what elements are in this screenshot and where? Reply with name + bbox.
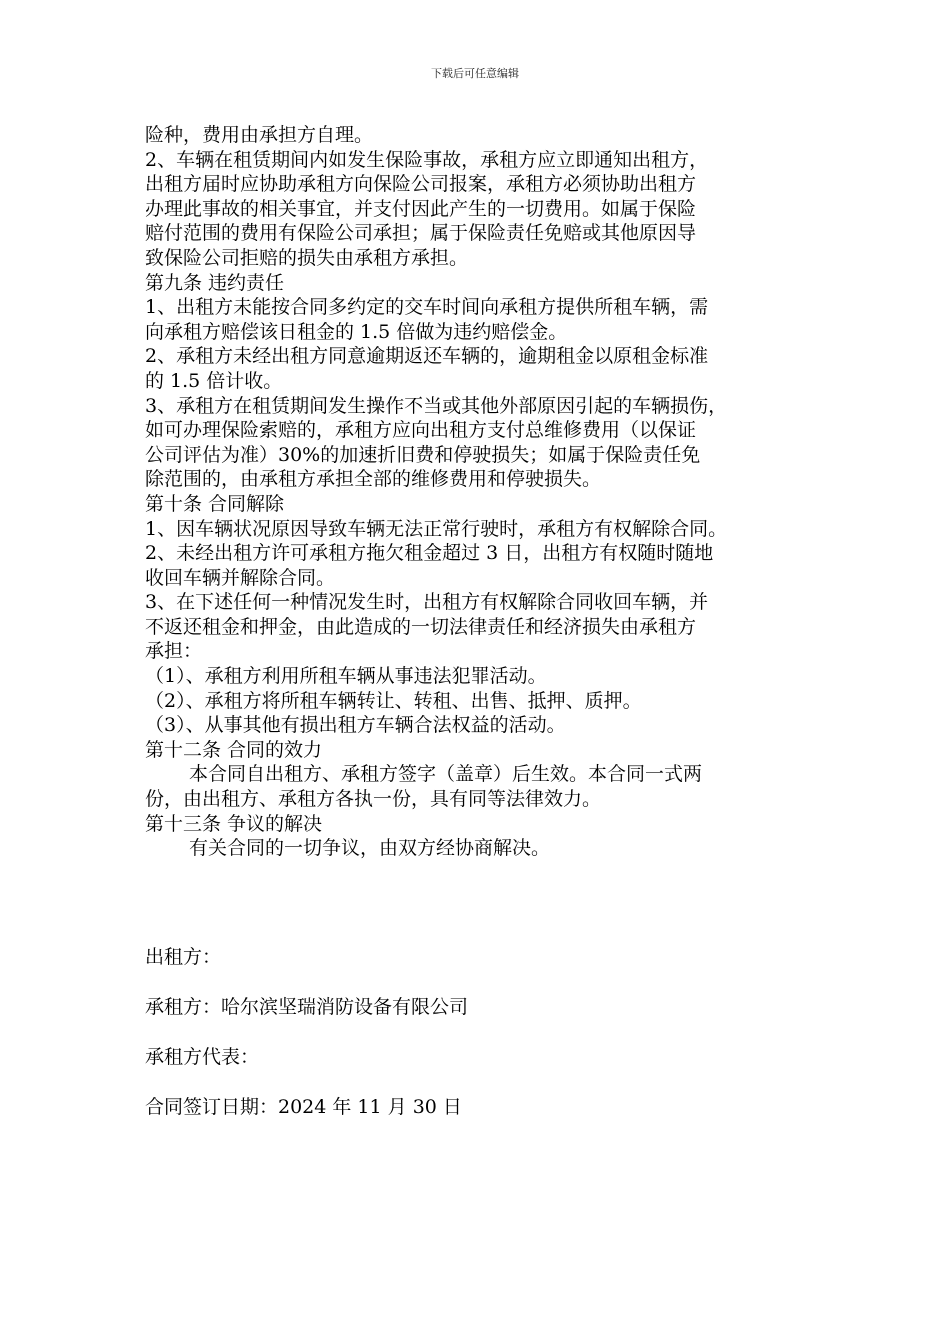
body-line: 收回车辆并解除合同。 bbox=[145, 566, 336, 589]
body-line: （3）、从事其他有损出租方车辆合法权益的活动。 bbox=[145, 714, 566, 737]
body-line: 不返还租金和押金，由此造成的一切法律责任和经济损失由承租方 bbox=[145, 615, 697, 638]
body-line: 第九条 违约责任 bbox=[145, 271, 285, 294]
contract-body bbox=[145, 123, 825, 861]
body-line: 向承租方赔偿该日租金的 1.5 倍做为违约赔偿金。 bbox=[145, 320, 568, 343]
body-line: 的 1.5 倍计收。 bbox=[145, 369, 283, 392]
body-line: 3、在下述任何一种情况发生时，出租方有权解除合同收回车辆，并 bbox=[145, 591, 709, 614]
body-line: 如可办理保险索赔的，承租方应向出租方支付总维修费用（以保证 bbox=[145, 419, 697, 442]
body-line: 2、未经出租方许可承租方拖欠租金超过 3 日，出租方有权随时随地 bbox=[145, 542, 714, 565]
body-line: 1、因车辆状况原因导致车辆无法正常行驶时，承租方有权解除合同。 bbox=[145, 517, 728, 540]
body-line: 有关合同的一切争议，由双方经协商解决。 bbox=[189, 837, 551, 860]
body-line: 承担： bbox=[145, 640, 203, 663]
body-line: 办理此事故的相关事宜，并支付因此产生的一切费用。如属于保险 bbox=[145, 197, 697, 220]
body-line: 赔付范围的费用有保险公司承担；属于保险责任免赔或其他原因导 bbox=[145, 222, 697, 245]
body-line: 第十三条 争议的解决 bbox=[145, 812, 323, 835]
body-line: 致保险公司拒赔的损失由承租方承担。 bbox=[145, 246, 469, 269]
body-line: （2）、承租方将所租车辆转让、转租、出售、抵押、质押。 bbox=[145, 689, 642, 712]
body-line: （1）、承租方利用所租车辆从事违法犯罪活动。 bbox=[145, 665, 547, 688]
body-line: 2、车辆在租赁期间内如发生保险事故，承租方应立即通知出租方， bbox=[145, 148, 709, 171]
lessee-representative-line: 承租方代表： bbox=[145, 1046, 260, 1068]
body-line: 公司评估为准）30%的加速折旧费和停驶损失；如属于保险责任免 bbox=[145, 443, 701, 466]
body-line: 除范围的，由承租方承担全部的维修费用和停驶损失。 bbox=[145, 468, 602, 491]
body-line: 份，由出租方、承租方各执一份，具有同等法律效力。 bbox=[145, 788, 602, 811]
lessor-signature-line: 出租方： bbox=[145, 946, 222, 968]
body-line: 1、出租方未能按合同多约定的交车时间向承租方提供所租车辆，需 bbox=[145, 296, 709, 319]
body-line: 2、承租方未经出租方同意逾期返还车辆的，逾期租金以原租金标准 bbox=[145, 345, 709, 368]
body-line: 本合同自出租方、承租方签字（盖章）后生效。本合同一式两 bbox=[189, 763, 703, 786]
body-line: 险种，费用由承担方自理。 bbox=[145, 124, 374, 146]
body-line: 出租方届时应协助承租方向保险公司报案，承租方必须协助出租方 bbox=[145, 173, 697, 196]
body-line: 第十条 合同解除 bbox=[145, 492, 285, 515]
signature-block bbox=[145, 945, 825, 1145]
lessee-signature-line: 承租方：哈尔滨坚瑞消防设备有限公司 bbox=[145, 996, 469, 1018]
body-line: 3、承租方在租赁期间发生操作不当或其他外部原因引起的车辆损伤， bbox=[145, 394, 728, 417]
header-note: 下载后可任意编辑 bbox=[431, 67, 519, 80]
body-line: 第十二条 合同的效力 bbox=[145, 738, 323, 761]
contract-sign-date: 合同签订日期：2024 年 11 月 30 日 bbox=[145, 1096, 462, 1118]
